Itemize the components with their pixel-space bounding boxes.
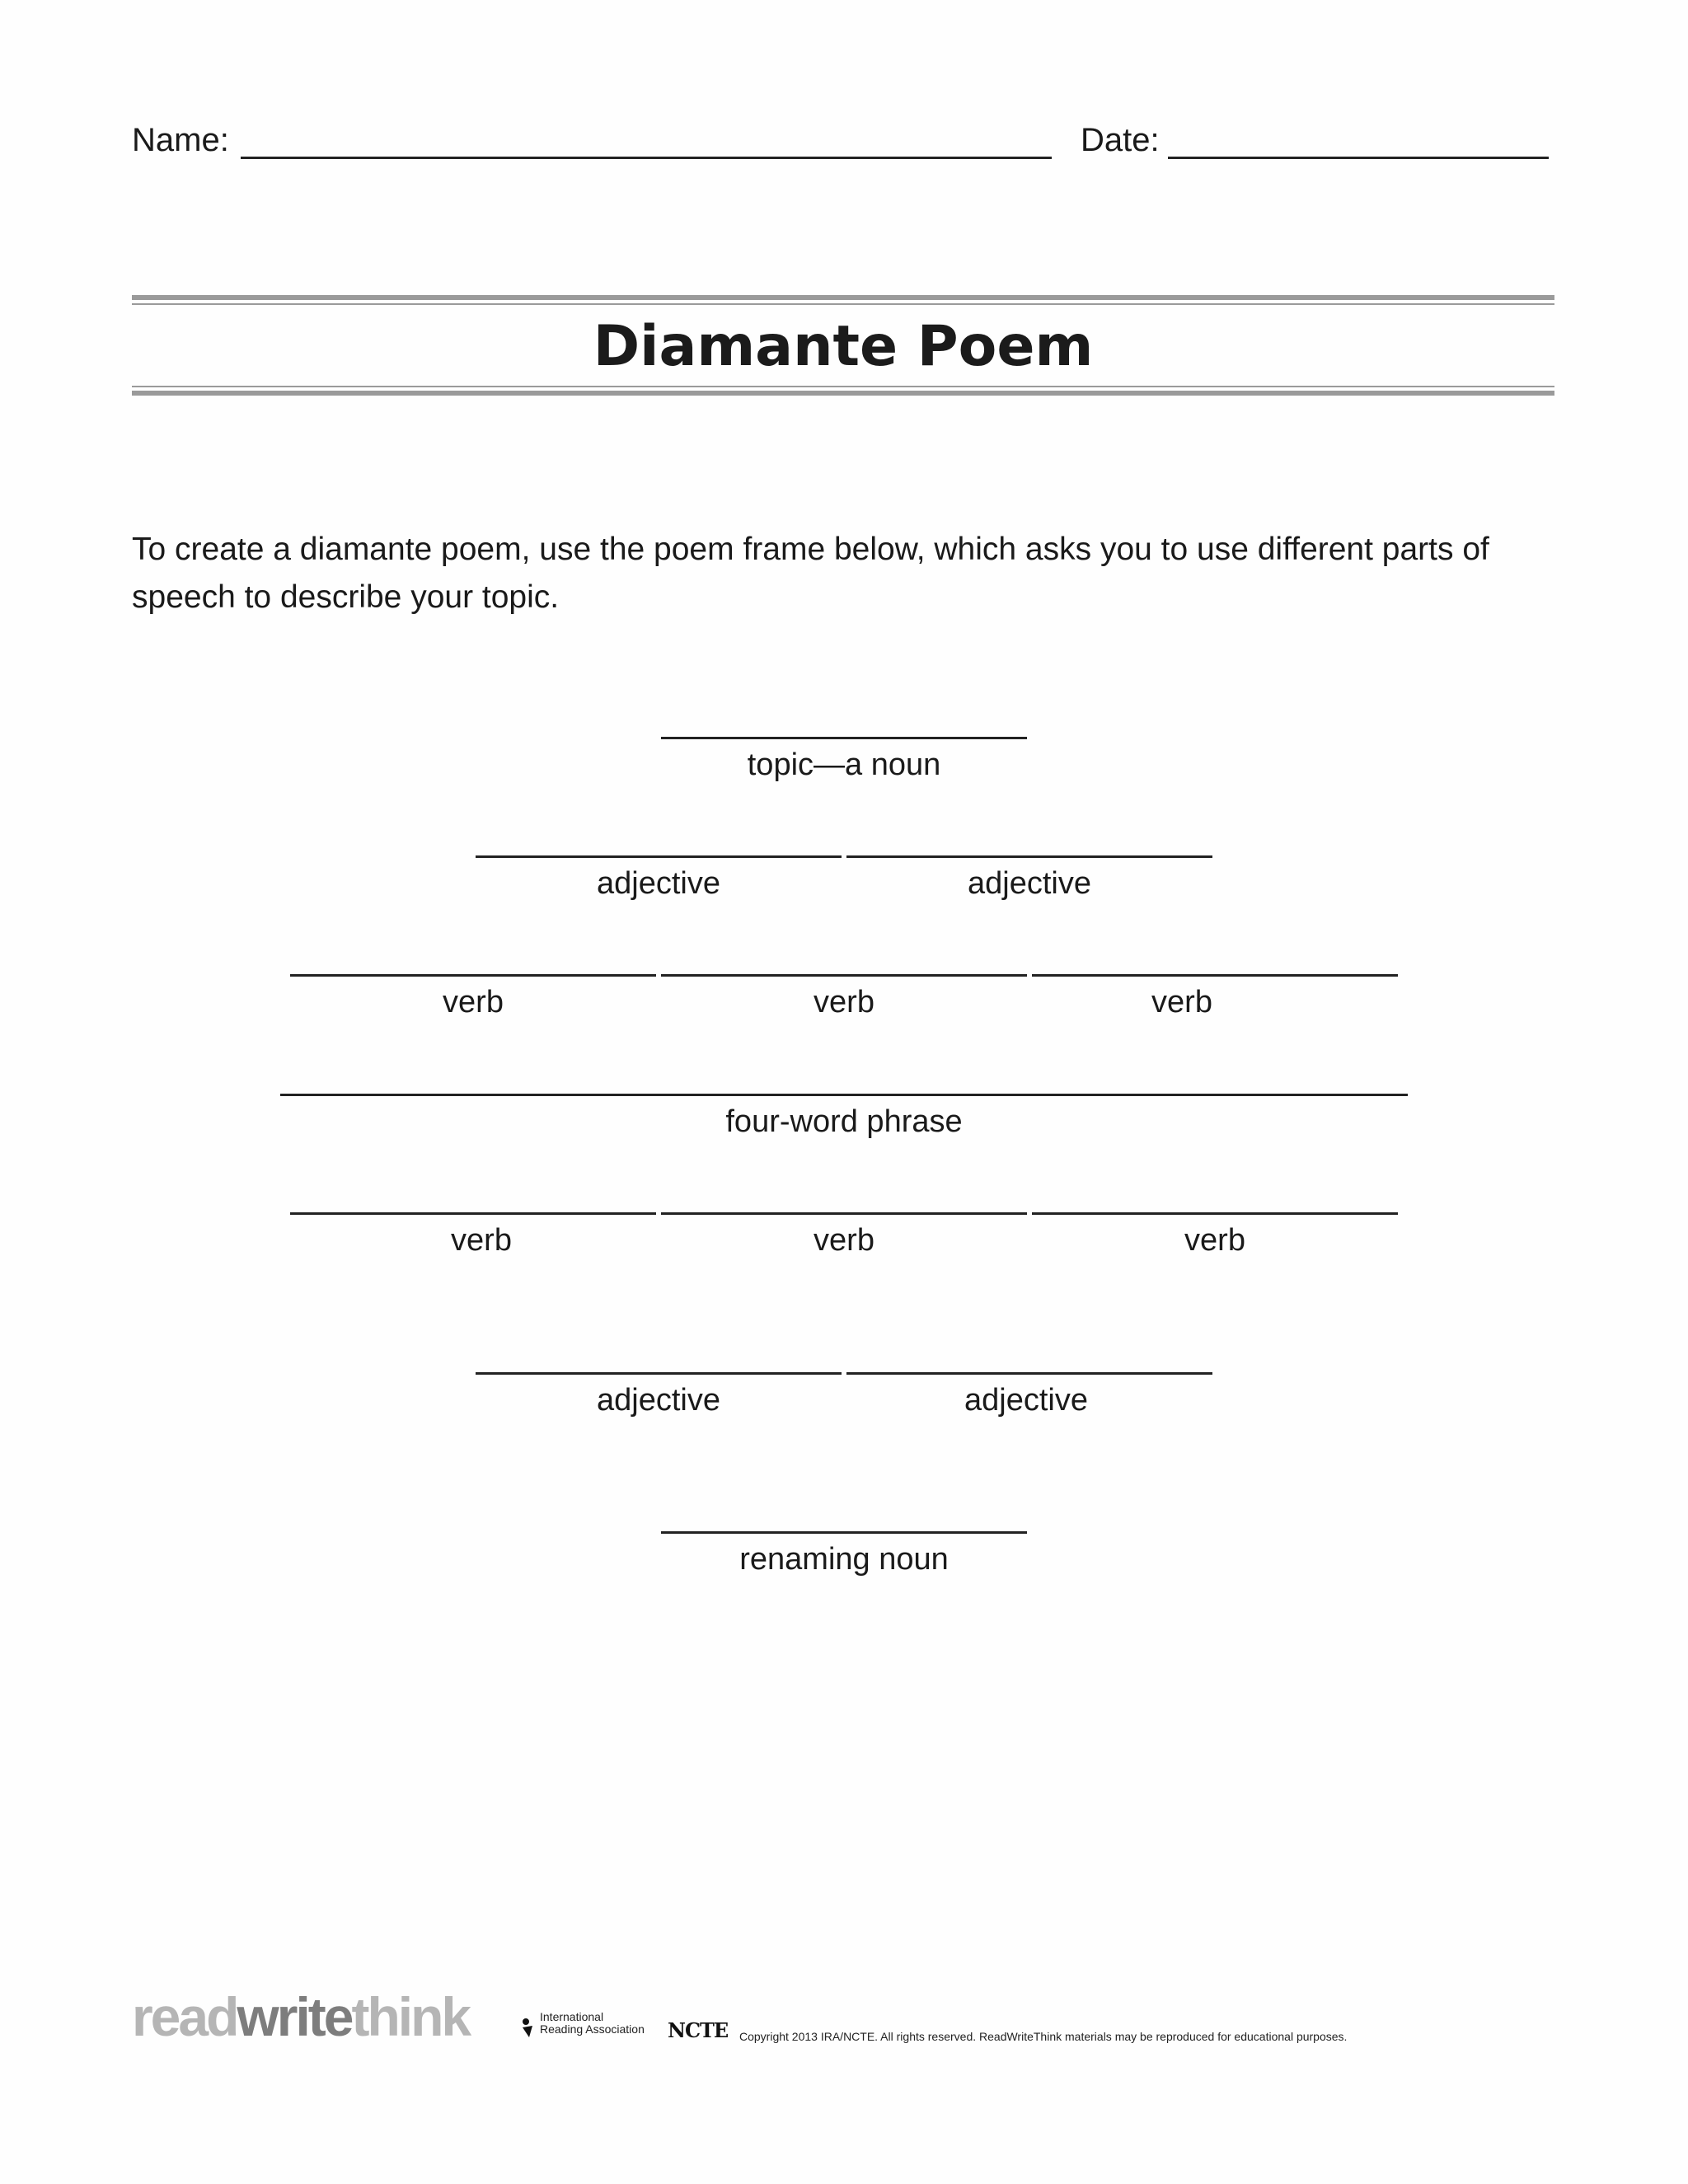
blank-renaming-noun[interactable] [661,1531,1027,1534]
blank-label-verb-2: verb [814,985,874,1019]
ncte-logo: NCTE [668,2018,729,2042]
title-rule-bottom-thick [132,391,1554,396]
blank-verb-6[interactable] [1032,1212,1398,1215]
blank-label-verb-6: verb [1184,1223,1245,1258]
blank-adjective-4[interactable] [846,1372,1212,1375]
blank-label-verb-1: verb [443,985,504,1019]
blank-verb-1[interactable] [290,974,656,977]
blank-label-four-word-phrase: four-word phrase [725,1104,963,1139]
date-field[interactable] [1168,157,1549,159]
blank-label-verb-3: verb [1151,985,1212,1019]
ira-line-2: Reading Association [540,2022,645,2036]
copyright-text: Copyright 2013 IRA/NCTE. All rights reserved. ReadWriteThink materials may be reproduced for educational purposes. [739,2030,1348,2043]
blank-label-adjective-4: adjective [964,1383,1088,1418]
ira-logo-icon [521,2018,536,2039]
logo-think: think [351,1986,470,2047]
blank-verb-2[interactable] [661,974,1027,977]
blank-label-adjective-1: adjective [597,866,720,901]
ira-line-1: International [540,2010,604,2023]
blank-verb-5[interactable] [661,1212,1027,1215]
page-title: Diamante Poem [593,314,1094,379]
date-label: Date: [1081,122,1160,158]
blank-label-adjective-3: adjective [597,1383,720,1418]
name-label: Name: [132,122,229,158]
name-field[interactable] [241,157,1052,159]
blank-adjective-1[interactable] [476,855,842,858]
title-rule-top-thick [132,295,1554,300]
logo-write: write [237,1986,352,2047]
blank-label-topic: topic—a noun [747,748,941,782]
instructions: To create a diamante poem, use the poem frame below, which asks you to use different parts of speech to describe your topic. [132,532,1489,615]
blank-label-verb-4: verb [451,1223,512,1258]
readwritethink-logo [132,1988,469,2046]
title-rule-top-thin [132,303,1554,305]
logo-read: read [132,1986,237,2047]
blank-label-renaming-noun: renaming noun [739,1542,949,1577]
blank-verb-3[interactable] [1032,974,1398,977]
blank-verb-4[interactable] [290,1212,656,1215]
title-rule-bottom-thin [132,386,1554,387]
blank-label-adjective-2: adjective [968,866,1091,901]
blank-four-word-phrase[interactable] [280,1094,1408,1096]
blank-adjective-3[interactable] [476,1372,842,1375]
blank-label-verb-5: verb [814,1223,874,1258]
blank-adjective-2[interactable] [846,855,1212,858]
blank-topic[interactable] [661,737,1027,739]
ira-text [540,2011,645,2036]
